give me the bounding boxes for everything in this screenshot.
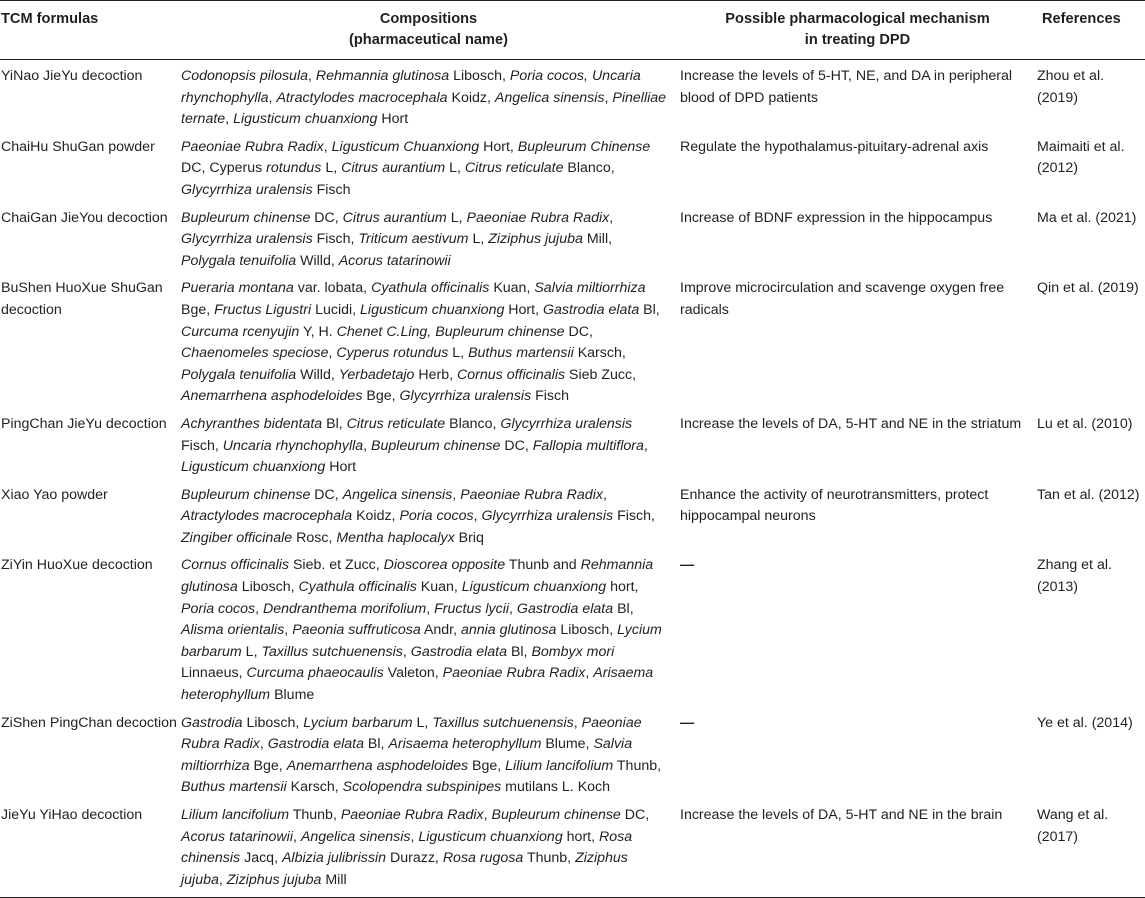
species-name: Poria cocos	[181, 600, 256, 617]
species-name: rotundus	[266, 160, 322, 177]
species-name: Mentha haplocalyx	[336, 529, 455, 546]
species-name: Ligusticum chuanxiong	[233, 111, 378, 128]
species-name: Uncaria rhynchophylla	[181, 68, 641, 106]
composition-text: ,	[402, 643, 411, 660]
composition-text: Linnaeus,	[181, 665, 247, 682]
composition-text: Libosch,	[237, 579, 299, 596]
composition-text: var. lobata,	[293, 280, 372, 297]
composition-cell	[179, 131, 678, 202]
species-name: Citrus aurantium	[342, 209, 447, 226]
composition-text: Andr,	[420, 622, 461, 639]
composition-text: L,	[446, 209, 467, 226]
species-name: Bupleurum chinense	[181, 486, 311, 503]
table-row	[0, 549, 1145, 706]
reference-cell: Lu et al. (2010)	[1037, 415, 1133, 432]
species-name: Dioscorea opposite	[383, 557, 506, 574]
header-compositions-line2: (pharmaceutical name)	[349, 32, 508, 48]
species-name: Paeoniae Rubra Radix	[181, 714, 642, 753]
composition-text: Kuan,	[416, 579, 462, 596]
species-name: Rosa chinensis	[181, 828, 633, 867]
mechanism-cell: Enhance the activity of neurotransmitters, protect hippocampal neurons	[680, 486, 989, 525]
formula-name-cell: JieYu YiHao decoction	[0, 799, 179, 898]
species-name: Yerbadetajo	[338, 366, 415, 383]
table-body	[0, 60, 1145, 898]
species-name: Fallopia multiflora	[532, 437, 644, 454]
species-name: Taxillus sutchuenensis	[432, 714, 574, 731]
species-name: Pueraria montana	[181, 280, 294, 297]
table-row	[0, 408, 1145, 479]
species-name: Arisaema heterophyllum	[388, 736, 542, 753]
composition-cell	[179, 799, 678, 898]
table-row	[0, 479, 1145, 550]
composition-text: Lucidi,	[311, 301, 361, 318]
composition-text: ,	[604, 89, 613, 106]
composition-text: ,	[573, 714, 582, 731]
composition-text: ,	[473, 508, 482, 525]
mechanism-cell: Improve microcirculation and scavenge oxygen free radicals	[680, 280, 1005, 318]
composition-text: Jacq,	[240, 850, 282, 867]
species-name: Ligusticum Chuanxiong	[331, 138, 480, 155]
species-name: Chenet C.Ling,	[336, 323, 432, 340]
species-name: Buthus martensii	[181, 779, 287, 796]
composition-text: Fisch	[312, 181, 351, 198]
formula-name-cell: YiNao JieYu decoction	[1, 68, 143, 84]
table-row	[0, 799, 1145, 898]
formula-name-cell: ChaiHu ShuGan powder	[1, 138, 155, 155]
species-name: Lycium barbarum	[303, 714, 413, 731]
composition-cell	[179, 479, 678, 550]
species-name: Uncaria rhynchophylla	[222, 437, 364, 454]
species-name: Scolopendra subspinipes	[342, 779, 502, 796]
species-name: Bupleurum chinense	[491, 807, 621, 823]
composition-text: Briq	[454, 529, 484, 546]
species-name: Atractylodes macrocephala	[181, 508, 353, 525]
composition-text: Fisch	[531, 388, 570, 405]
species-name: Poria cocos	[399, 508, 474, 525]
composition-text: Sieb Zucc,	[565, 366, 637, 383]
species-name: Alisma orientalis	[181, 622, 285, 639]
species-name: Ziziphus jujuba	[226, 871, 322, 888]
mechanism-cell: Increase the levels of DA, 5-HT and NE in the striatum	[680, 415, 1022, 432]
composition-text: Bl,	[639, 301, 660, 318]
species-name: Lilium lancifolium	[181, 807, 290, 823]
species-name: Bombyx mori	[531, 643, 615, 660]
mechanism-cell: Increase the levels of DA, 5-HT and NE in the brain	[678, 799, 1037, 898]
composition-text: DC,	[500, 437, 533, 454]
composition-text: Bge,	[362, 388, 400, 405]
header-mechanism-line1: Possible pharmacological mechanism	[725, 11, 990, 27]
composition-text: Hort	[325, 459, 357, 476]
species-name: Anemarrhena asphodeloides	[181, 388, 363, 405]
species-name: Glycyrrhiza uralensis	[181, 231, 313, 248]
composition-cell	[179, 408, 678, 479]
composition-text: ,	[328, 345, 337, 362]
header-formula-label: TCM formulas	[1, 11, 99, 27]
table-row	[0, 60, 1145, 131]
composition-text: ,	[452, 486, 461, 503]
composition-text: ,	[255, 600, 264, 617]
header-formula	[0, 1, 179, 60]
mechanism-cell: Increase of BDNF expression in the hippocampus	[680, 209, 993, 226]
species-name: Triticum aestivum	[358, 231, 469, 248]
species-name: Paeonia suffruticosa	[292, 622, 421, 639]
composition-text: Bge,	[468, 757, 506, 774]
species-name: Achyranthes bidentata	[181, 415, 323, 432]
species-name: Gastrodia elata	[410, 643, 507, 660]
composition-text: Sieb. et Zucc,	[289, 557, 384, 574]
species-name: Zingiber officinale	[181, 529, 293, 546]
composition-cell	[179, 60, 678, 131]
composition-text: hort,	[562, 828, 599, 845]
species-name: Ligusticum chuanxiong	[181, 459, 326, 476]
species-name: Poria cocos,	[509, 68, 588, 84]
composition-text: Bl,	[613, 600, 634, 617]
composition-text: Karsch,	[573, 345, 626, 362]
composition-text: L,	[448, 345, 469, 362]
composition-text: ,	[323, 138, 332, 155]
species-name: Angelica sinensis	[494, 89, 605, 106]
composition-text: ,	[218, 871, 227, 888]
composition-text: Blanco,	[445, 415, 501, 432]
header-references	[1037, 1, 1145, 60]
composition-text: mutilans L. Koch	[501, 779, 611, 796]
composition-text: Thunb and	[505, 557, 581, 574]
composition-text: Fisch,	[613, 508, 655, 525]
header-references-label: References	[1042, 11, 1121, 27]
composition-text: DC, Cyperus	[181, 160, 267, 177]
species-name: Citrus aurantium	[341, 160, 446, 177]
species-name: Taxillus sutchuenensis	[261, 643, 403, 660]
mechanism-cell: Increase the levels of 5-HT, NE, and DA in peripheral blood of DPD patients	[680, 68, 1012, 106]
header-row	[0, 1, 1145, 60]
composition-text: L,	[412, 714, 433, 731]
reference-cell: Zhang et al. (2013)	[1037, 557, 1112, 596]
species-name: Arisaema heterophyllum	[181, 665, 654, 704]
composition-text: L,	[241, 643, 262, 660]
composition-text: Thunb,	[289, 807, 341, 823]
species-name: Paeoniae Rubra Radix	[442, 665, 586, 682]
table-row	[0, 707, 1145, 799]
composition-text: ,	[602, 486, 607, 503]
composition-text: DC,	[564, 323, 593, 340]
species-name: Citrus reticulate	[464, 160, 564, 177]
species-name: Cornus officinalis	[457, 366, 566, 383]
composition-text: Bge,	[249, 757, 287, 774]
composition-text: Libosch,	[449, 68, 510, 84]
composition-text: ,	[284, 622, 293, 639]
species-name: Angelica sinensis	[300, 828, 411, 845]
species-name: Glycyrrhiza uralensis	[399, 388, 532, 405]
species-name: Gastrodia elata	[543, 301, 640, 318]
composition-text: ,	[225, 111, 234, 128]
species-name: Polygala tenuifolia	[181, 252, 297, 269]
mechanism-cell: —	[680, 714, 695, 731]
mechanism-cell: Regulate the hypothalamus-pituitary-adrenal axis	[680, 138, 989, 155]
species-name: Chaenomeles speciose	[181, 345, 329, 362]
composition-text: Valeton,	[383, 665, 443, 682]
species-name: Ligusticum chuanxiong	[418, 828, 563, 845]
species-name: Lilium lancifolium	[505, 757, 614, 774]
species-name: Albizia julibrissin	[281, 850, 387, 867]
composition-text: Blume	[270, 687, 315, 704]
species-name: Glycyrrhiza uralensis	[481, 508, 614, 525]
species-name: Paeoniae Rubra Radix	[460, 486, 603, 503]
species-name: Rehmannia glutinosa	[181, 557, 654, 596]
formula-name-cell: ChaiGan JieYou decoction	[1, 209, 168, 226]
composition-text: DC,	[310, 209, 343, 226]
species-name: annia glutinosa	[460, 622, 557, 639]
composition-text: ,	[363, 437, 372, 454]
composition-text: Thunb,	[523, 850, 576, 867]
formula-name-cell: BuShen HuoXue ShuGan decoction	[1, 280, 163, 318]
composition-text: Y, H.	[299, 323, 337, 340]
species-name: Pinelliae ternate	[181, 89, 667, 128]
composition-cell	[179, 272, 678, 408]
composition-text: Bl,	[322, 415, 347, 432]
composition-text: L,	[468, 231, 489, 248]
composition-cell	[179, 202, 678, 273]
species-name: Angelica sinensis	[342, 486, 453, 503]
formula-name-cell: Xiao Yao powder	[1, 486, 108, 503]
composition-text: L,	[321, 160, 342, 177]
table-header	[0, 1, 1145, 60]
reference-cell: Ye et al. (2014)	[1037, 714, 1133, 731]
mechanism-cell: —	[680, 557, 695, 574]
species-name: Gastrodia elata	[267, 736, 364, 753]
formula-name-cell: ZiShen PingChan decoction	[1, 714, 177, 731]
composition-text: Bl,	[363, 736, 389, 753]
formula-name-cell: PingChan JieYu decoction	[1, 415, 167, 432]
reference-cell: Qin et al. (2019)	[1037, 280, 1139, 297]
composition-text: Hort	[377, 111, 409, 128]
composition-cell	[179, 549, 678, 706]
composition-text: Libosch,	[556, 622, 618, 639]
formula-name-cell: ZiYin HuoXue decoction	[1, 557, 153, 574]
composition-text: Fisch,	[312, 231, 359, 248]
species-name: Bupleurum chinense	[181, 209, 311, 226]
species-name: Codonopsis pilosula	[181, 68, 308, 84]
species-name: Cyathula officinalis	[371, 280, 490, 297]
composition-text: Rosc,	[292, 529, 337, 546]
reference-cell: Maimaiti et al. (2012)	[1037, 138, 1125, 177]
species-name: Acorus tatarinowii	[338, 252, 451, 269]
species-name: Salvia miltiorrhiza	[534, 280, 646, 297]
composition-text: Hort,	[504, 301, 543, 318]
composition-text: Hort,	[479, 138, 518, 155]
reference-cell: Tan et al. (2012)	[1037, 486, 1140, 503]
reference-cell: Wang et al. (2017)	[1037, 799, 1145, 898]
composition-text: Herb,	[414, 366, 458, 383]
composition-text: ,	[509, 600, 517, 617]
species-name: Fructus Ligustri	[214, 301, 312, 318]
composition-text: ,	[483, 807, 492, 823]
species-name: Ligusticum chuanxiong	[461, 579, 607, 596]
table-row	[0, 272, 1145, 408]
species-name: Glycyrrhiza uralensis	[181, 181, 313, 198]
species-name: Bupleurum chinense	[435, 323, 565, 340]
composition-text: Libosch,	[242, 714, 304, 731]
species-name: Glycyrrhiza uralensis	[500, 415, 633, 432]
header-compositions-line1: Compositions	[379, 11, 478, 27]
species-name: Gastrodia	[181, 714, 243, 731]
species-name: Citrus reticulate	[346, 415, 446, 432]
header-compositions	[179, 1, 678, 60]
composition-text: Willd,	[296, 366, 339, 383]
composition-text: DC,	[620, 807, 650, 823]
species-name: Bupleurum Chinense	[517, 138, 651, 155]
composition-text: Durazz,	[386, 850, 443, 867]
species-name: Cyathula officinalis	[298, 579, 417, 596]
composition-text: Fisch,	[181, 437, 223, 454]
composition-text: Koidz,	[447, 89, 495, 106]
table-row	[0, 131, 1145, 202]
composition-text: Mill	[321, 871, 347, 888]
species-name: Atractylodes macrocephala	[276, 89, 448, 106]
species-name: Salvia miltiorrhiza	[181, 736, 633, 774]
species-name: Rehmannia glutinosa	[315, 68, 450, 84]
species-name: Gastrodia elata	[516, 600, 614, 617]
composition-text: ,	[585, 665, 594, 682]
composition-text: ,	[292, 828, 301, 845]
species-name: Lycium barbarum	[181, 622, 662, 660]
composition-text: L,	[445, 160, 465, 177]
composition-text: ,	[609, 209, 614, 226]
species-name: Cyperus rotundus	[336, 345, 449, 362]
composition-text: ,	[426, 600, 435, 617]
composition-text: Koidz,	[352, 508, 400, 525]
composition-text: ,	[410, 828, 419, 845]
species-name: Cornus officinalis	[181, 557, 290, 574]
composition-text: ,	[259, 736, 268, 753]
table-row	[0, 202, 1145, 273]
species-name: Dendranthema morifolium	[263, 600, 427, 617]
species-name: Paeoniae Rubra Radix	[181, 138, 324, 155]
composition-text: ,	[643, 437, 648, 454]
composition-text: Blanco,	[563, 160, 615, 177]
header-mechanism-line2: in treating DPD	[804, 32, 911, 48]
species-name: Rosa rugosa	[442, 850, 524, 867]
species-name: Paeoniae Rubra Radix	[466, 209, 610, 226]
composition-text: Mill,	[582, 231, 613, 248]
composition-cell	[179, 707, 678, 799]
species-name: Curcuma rcenyujin	[181, 323, 300, 340]
composition-text: hort,	[606, 579, 639, 596]
species-name: Fructus lycii	[434, 600, 510, 617]
species-name: Acorus tatarinowii	[181, 828, 293, 845]
composition-text: ,	[268, 89, 277, 106]
header-mechanism	[678, 1, 1037, 60]
species-name: Ligusticum chuanxiong	[360, 301, 505, 318]
species-name: Polygala tenuifolia	[181, 366, 297, 383]
composition-text: Karsch,	[286, 779, 343, 796]
species-name: Ziziphus jujuba	[488, 231, 583, 248]
composition-text: ,	[307, 68, 316, 84]
species-name: Ziziphus jujuba	[181, 850, 628, 888]
composition-text: Thunb,	[613, 757, 662, 774]
composition-text: Willd,	[296, 252, 339, 269]
composition-text: DC,	[310, 486, 343, 503]
composition-text: Bge,	[181, 301, 215, 318]
composition-text: Kuan,	[489, 280, 535, 297]
species-name: Buthus martensii	[468, 345, 574, 362]
reference-cell: Zhou et al. (2019)	[1037, 68, 1105, 106]
reference-cell: Ma et al. (2021)	[1037, 209, 1137, 226]
composition-text: Blume,	[541, 736, 594, 753]
species-name: Paeoniae Rubra Radix	[340, 807, 484, 823]
composition-text: Bl,	[507, 643, 532, 660]
species-name: Bupleurum chinense	[371, 437, 501, 454]
species-name: Curcuma phaeocaulis	[246, 665, 384, 682]
species-name: Anemarrhena asphodeloides	[286, 757, 469, 774]
